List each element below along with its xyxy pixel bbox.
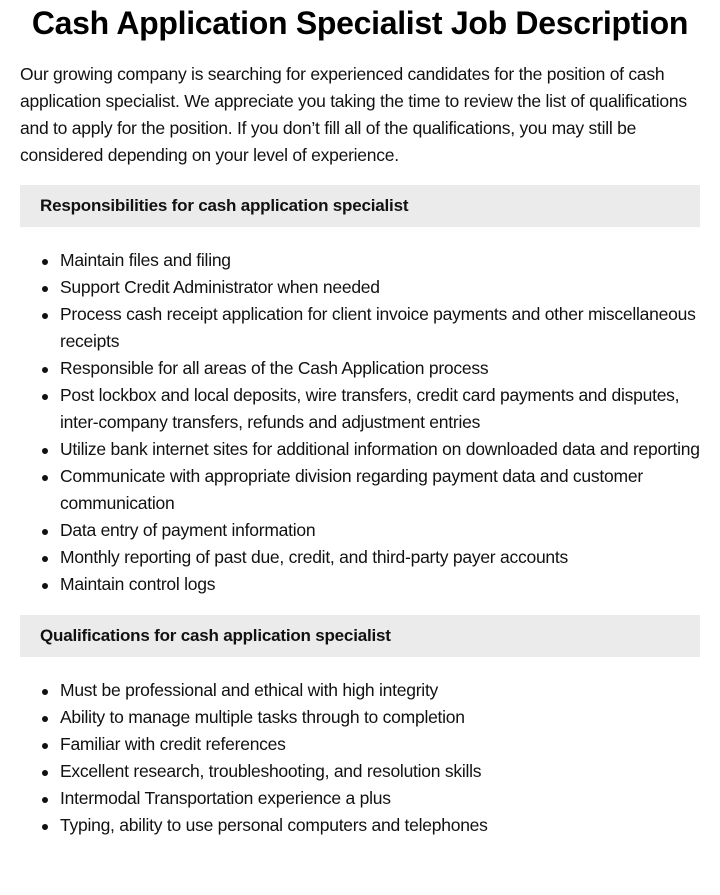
- bullet-icon: [42, 448, 48, 454]
- list-item: [20, 247, 700, 274]
- list-item: [20, 677, 700, 704]
- list-item-text: Excellent research, troubleshooting, and resolution skills: [60, 761, 482, 781]
- list-item-text: Typing, ability to use personal computers and telephones: [60, 815, 488, 835]
- list-item-text: Monthly reporting of past due, credit, and third-party payer accounts: [60, 547, 569, 567]
- list-item-text: Utilize bank internet sites for additional information on downloaded data and reporting: [60, 439, 700, 459]
- list-item-text: Post lockbox and local deposits, wire transfers, credit card payments and disputes, inter-company transfers, refunds and adjustment entries: [60, 385, 680, 432]
- responsibilities-section-header: [20, 185, 700, 227]
- list-item: [20, 274, 700, 301]
- job-description-page: [0, 1, 720, 839]
- list-item-text: Data entry of payment information: [60, 520, 316, 540]
- page-title: Cash Application Specialist Job Description: [31, 5, 689, 41]
- bullet-icon: [42, 743, 48, 749]
- responsibilities-heading: Responsibilities for cash application specialist: [40, 196, 409, 215]
- list-item: [20, 571, 700, 598]
- bullet-icon: [42, 689, 48, 695]
- bullet-icon: [42, 286, 48, 292]
- list-item: [20, 731, 700, 758]
- list-item: [20, 301, 700, 355]
- list-item-text: Familiar with credit references: [60, 734, 286, 754]
- bullet-icon: [42, 770, 48, 776]
- list-item-text: Maintain control logs: [60, 574, 216, 594]
- responsibilities-list: [20, 247, 700, 598]
- bullet-icon: [42, 394, 48, 400]
- list-item: [20, 544, 700, 571]
- bullet-icon: [42, 824, 48, 830]
- intro-paragraph: Our growing company is searching for experienced candidates for the position of cash application specialist. We appreciate you taking the time to review the list of qualifications and to apply for the position. If you don’t fill all of the qualifications, you may still be considered depending on your level of experience.: [20, 64, 687, 165]
- bullet-icon: [42, 556, 48, 562]
- qualifications-list: [20, 677, 700, 839]
- list-item: [20, 517, 700, 544]
- list-item: [20, 436, 700, 463]
- bullet-icon: [42, 313, 48, 319]
- list-item: [20, 355, 700, 382]
- list-item-text: Process cash receipt application for client invoice payments and other miscellaneous receipts: [60, 304, 696, 351]
- bullet-icon: [42, 583, 48, 589]
- list-item: [20, 704, 700, 731]
- list-item-text: Intermodal Transportation experience a plus: [60, 788, 391, 808]
- list-item-text: Support Credit Administrator when needed: [60, 277, 380, 297]
- bullet-icon: [42, 367, 48, 373]
- list-item: [20, 812, 700, 839]
- bullet-icon: [42, 716, 48, 722]
- bullet-icon: [42, 475, 48, 481]
- list-item: [20, 382, 700, 436]
- list-item-text: Ability to manage multiple tasks through to completion: [60, 707, 465, 727]
- bullet-icon: [42, 259, 48, 265]
- list-item-text: Maintain files and filing: [60, 250, 231, 270]
- list-item-text: Communicate with appropriate division regarding payment data and customer communication: [60, 466, 643, 513]
- qualifications-heading: Qualifications for cash application specialist: [40, 626, 391, 645]
- qualifications-section-header: [20, 615, 700, 657]
- bullet-icon: [42, 529, 48, 535]
- bullet-icon: [42, 797, 48, 803]
- list-item: [20, 785, 700, 812]
- list-item: [20, 463, 700, 517]
- list-item-text: Must be professional and ethical with high integrity: [60, 680, 439, 700]
- list-item-text: Responsible for all areas of the Cash Application process: [60, 358, 489, 378]
- list-item: [20, 758, 700, 785]
